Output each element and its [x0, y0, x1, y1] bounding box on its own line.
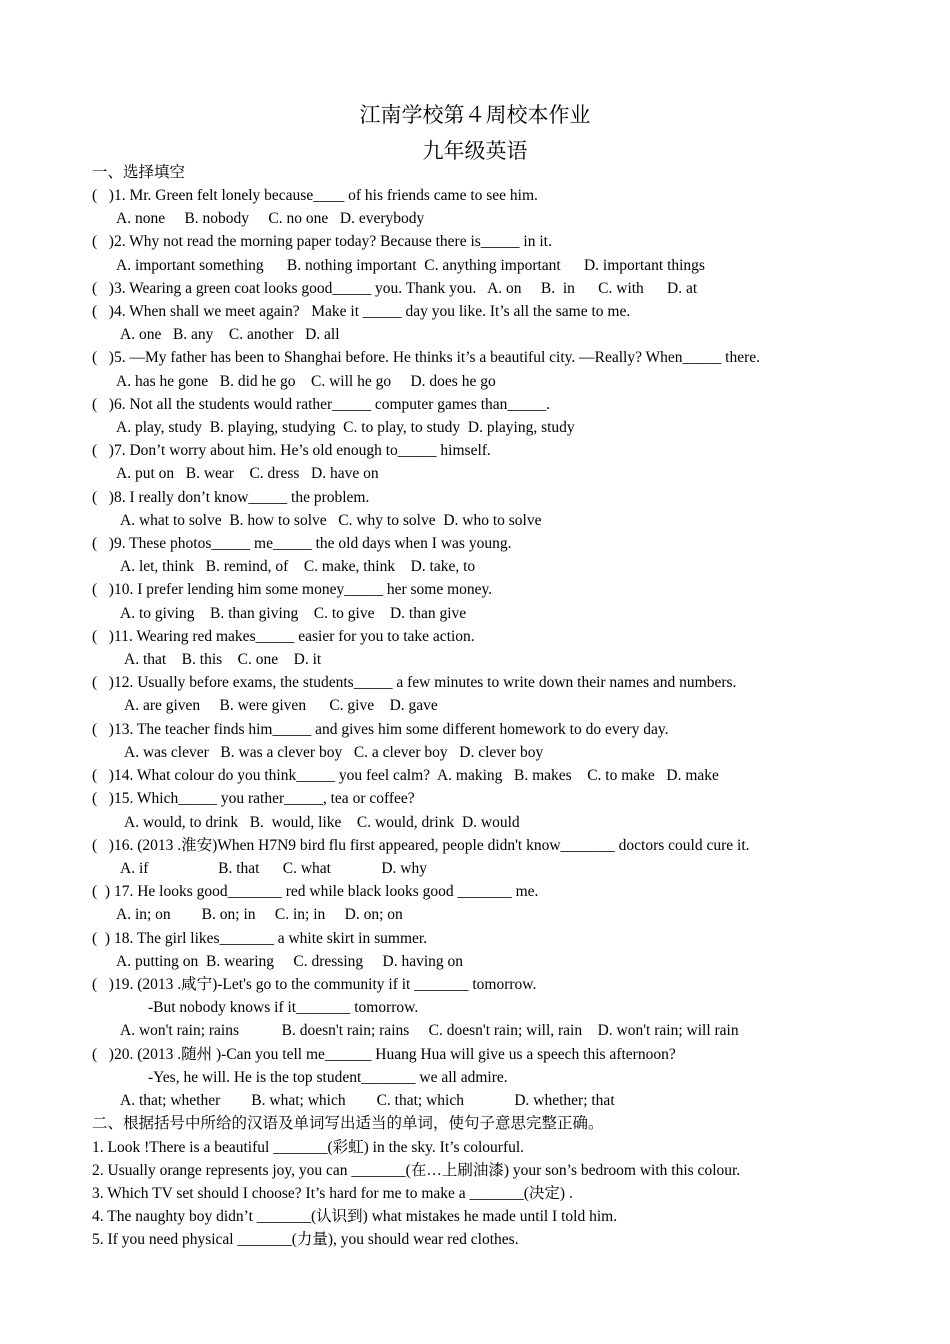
section-heading-choice: 一、选择填空 [92, 164, 186, 181]
question-line: ( ) 17. He looks good_______ red while black looks good _______ me. [92, 883, 539, 900]
question-line: ( )15. Which_____ you rather_____, tea or coffee? [92, 790, 415, 807]
options-line: A. important something B. nothing important C. anything important D. important things [116, 257, 705, 274]
question-line: ( )19. (2013 .咸宁)-Let's go to the community if it _______ tomorrow. [92, 976, 537, 993]
page-title: 江南学校第４周校本作业 [359, 103, 591, 127]
question-line: ( )2. Why not read the morning paper today? Because there is_____ in it. [92, 233, 552, 250]
question-line: ( )3. Wearing a green coat looks good_____ you. Thank you. A. on B. in C. with D. at [92, 280, 698, 297]
options-line: A. none B. nobody C. no one D. everybody [116, 210, 425, 227]
question-line: ( )11. Wearing red makes_____ easier for you to take action. [92, 628, 475, 645]
question-line: ( )1. Mr. Green felt lonely because____ of his friends came to see him. [92, 187, 538, 204]
fill-in-line: 2. Usually orange represents joy, you can _______(在…上刷油漆) your son’s bedroom with this colour. [92, 1162, 741, 1179]
fill-in-line: 1. Look !There is a beautiful _______(彩虹) in the sky. It’s colourful. [92, 1139, 525, 1156]
question-line: ( )9. These photos_____ me_____ the old days when I was young. [92, 535, 512, 552]
question-line: ( )7. Don’t worry about him. He’s old enough to_____ himself. [92, 442, 491, 459]
options-line: A. if B. that C. what D. why [120, 860, 427, 877]
question-line: ( )13. The teacher finds him_____ and gives him some different homework to do every day. [92, 721, 669, 738]
dialogue-line: -Yes, he will. He is the top student_______ we all admire. [148, 1069, 508, 1086]
options-line: A. what to solve B. how to solve C. why to solve D. who to solve [120, 512, 542, 529]
options-line: A. that; whether B. what; which C. that; which D. whether; that [120, 1092, 615, 1109]
options-line: A. play, study B. playing, studying C. to play, to study D. playing, study [116, 419, 575, 436]
options-line: A. put on B. wear C. dress D. have on [116, 465, 379, 482]
question-line: ( ) 18. The girl likes_______ a white skirt in summer. [92, 930, 428, 947]
fill-in-line: 5. If you need physical _______(力量), you should wear red clothes. [92, 1231, 519, 1248]
options-line: A. would, to drink B. would, like C. would, drink D. would [124, 814, 520, 831]
question-line: ( )14. What colour do you think_____ you feel calm? A. making B. makes C. to make D. make [92, 767, 719, 784]
fill-in-line: 4. The naughty boy didn’t _______(认识到) what mistakes he made until I told him. [92, 1208, 618, 1225]
options-line: A. that B. this C. one D. it [124, 651, 322, 668]
options-line: A. in; on B. on; in C. in; in D. on; on [116, 906, 403, 923]
options-line: A. won't rain; rains B. doesn't rain; rains C. doesn't rain; will, rain D. won't rain; will rain [120, 1022, 739, 1039]
options-line: A. has he gone B. did he go C. will he go D. does he go [116, 373, 496, 390]
dialogue-line: -But nobody knows if it_______ tomorrow. [148, 999, 419, 1016]
question-line: ( )4. When shall we meet again? Make it _____ day you like. It’s all the same to me. [92, 303, 631, 320]
question-line: ( )8. I really don’t know_____ the problem. [92, 489, 370, 506]
options-line: A. one B. any C. another D. all [120, 326, 340, 343]
question-line: ( )12. Usually before exams, the students_____ a few minutes to write down their names and numbers. [92, 674, 737, 691]
options-line: A. to giving B. than giving C. to give D. than give [120, 605, 467, 622]
page-subtitle: 九年级英语 [422, 139, 528, 163]
question-line: ( )5. —My father has been to Shanghai before. He thinks it’s a beautiful city. —Really? When_____ there. [92, 349, 761, 366]
options-line: A. let, think B. remind, of C. make, think D. take, to [120, 558, 476, 575]
options-line: A. putting on B. wearing C. dressing D. having on [116, 953, 464, 970]
options-line: A. was clever B. was a clever boy C. a clever boy D. clever boy [124, 744, 544, 761]
fill-in-line: 3. Which TV set should I choose? It’s hard for me to make a _______(决定) . [92, 1185, 573, 1202]
section-heading-fill-in: 二、根据括号中所给的汉语及单词写出适当的单词，使句子意思完整正确。 [92, 1115, 604, 1132]
question-line: ( )16. (2013 .淮安)When H7N9 bird flu first appeared, people didn't know_______ doctors could cure it. [92, 837, 750, 854]
question-line: ( )6. Not all the students would rather_____ computer games than_____. [92, 396, 551, 413]
question-line: ( )10. I prefer lending him some money_____ her some money. [92, 581, 493, 598]
question-line: ( )20. (2013 .随州 )-Can you tell me______ Huang Hua will give us a speech this afternoon? [92, 1046, 676, 1063]
options-line: A. are given B. were given C. give D. gave [124, 697, 438, 714]
